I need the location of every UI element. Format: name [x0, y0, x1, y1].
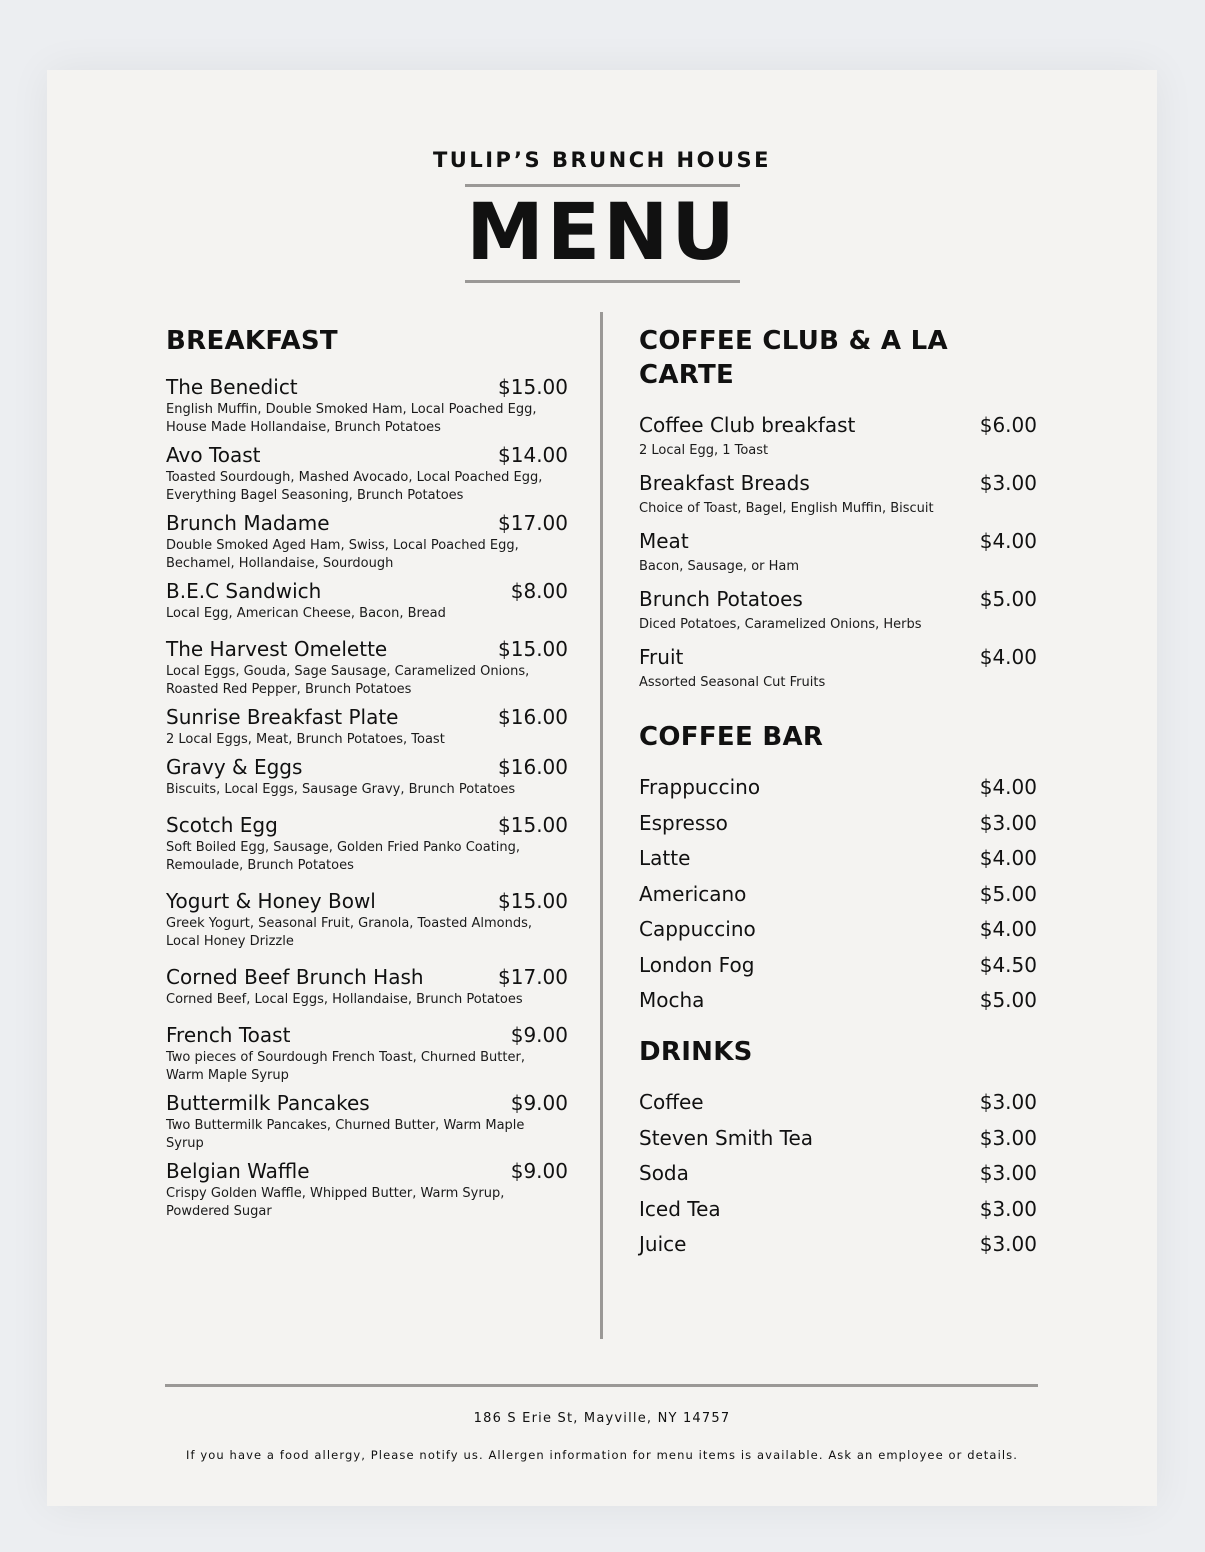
item-description: Biscuits, Local Eggs, Sausage Gravy, Brunch Potatoes	[166, 782, 516, 797]
menu-item	[639, 528, 1037, 576]
item-description: English Muffin, Double Smoked Ham, Local Poached Egg, House Made Hollandaise, Brunch Potatoes	[166, 402, 537, 435]
item-name: Coffee	[639, 1090, 704, 1114]
item-price: $4.00	[979, 645, 1037, 669]
menu-item	[166, 754, 568, 799]
item-price: $15.00	[498, 813, 568, 837]
menu-item	[166, 1022, 568, 1085]
list-item	[639, 881, 1037, 907]
item-price: $3.00	[979, 1090, 1037, 1114]
item-price: $4.00	[979, 846, 1037, 870]
item-price: $3.00	[979, 810, 1037, 835]
item-name: London Fog	[639, 952, 755, 977]
list-item	[639, 810, 1037, 836]
item-price: $3.00	[979, 1196, 1037, 1221]
item-price: $5.00	[979, 587, 1037, 611]
menu-item	[166, 704, 568, 749]
item-price: $3.00	[979, 1232, 1037, 1256]
item-name: Breakfast Breads	[639, 471, 810, 495]
item-description: Assorted Seasonal Cut Fruits	[639, 675, 826, 690]
item-price: $14.00	[498, 443, 568, 467]
item-price: $4.00	[979, 529, 1037, 553]
item-price: $17.00	[498, 965, 568, 989]
item-price: $6.00	[979, 413, 1037, 437]
coffee-bar-list	[639, 774, 1037, 1013]
right-column	[639, 324, 1037, 1267]
menu-item	[166, 1090, 568, 1153]
list-item	[639, 1125, 1037, 1151]
item-price: $9.00	[510, 1159, 568, 1183]
item-price: $3.00	[979, 471, 1037, 495]
menu-item	[166, 964, 568, 1009]
menu-item	[166, 578, 568, 623]
menu-item	[639, 644, 1037, 692]
drinks-list	[639, 1089, 1037, 1257]
item-price: $4.00	[979, 917, 1037, 941]
item-price: $9.00	[510, 1023, 568, 1047]
breakfast-column	[166, 324, 568, 1226]
menu-item	[166, 374, 568, 437]
item-price: $15.00	[498, 375, 568, 399]
breakfast-list	[166, 374, 568, 1221]
menu-item	[639, 470, 1037, 518]
list-item	[639, 1231, 1037, 1257]
item-description: Greek Yogurt, Seasonal Fruit, Granola, Toasted Almonds, Local Honey Drizzle	[166, 916, 532, 949]
item-price: $16.00	[498, 705, 568, 729]
list-item	[639, 1196, 1037, 1222]
item-description: Two pieces of Sourdough French Toast, Churned Butter, Warm Maple Syrup	[166, 1050, 525, 1083]
item-price: $5.00	[979, 881, 1037, 906]
list-item	[639, 774, 1037, 800]
menu-item	[166, 1158, 568, 1221]
item-name: Mocha	[639, 988, 705, 1012]
item-price: $3.00	[979, 1125, 1037, 1150]
item-name: Espresso	[639, 810, 728, 835]
item-price: $15.00	[498, 889, 568, 913]
menu-item	[166, 636, 568, 699]
item-description: Choice of Toast, Bagel, English Muffin, Biscuit	[639, 501, 934, 516]
item-price: $15.00	[498, 637, 568, 661]
list-item	[639, 1089, 1037, 1115]
menu-sheet	[47, 70, 1157, 1506]
breakfast-heading: BREAKFAST	[166, 326, 338, 356]
item-description: Toasted Sourdough, Mashed Avocado, Local Poached Egg, Everything Bagel Seasoning, Brunch Potatoes	[166, 470, 543, 503]
menu-item	[166, 888, 568, 951]
item-price: $17.00	[498, 511, 568, 535]
coffee-bar-heading: COFFEE BAR	[639, 722, 824, 752]
menu-item	[166, 442, 568, 505]
menu-item	[639, 412, 1037, 460]
item-price: $16.00	[498, 755, 568, 779]
list-item	[639, 987, 1037, 1013]
item-name: Sunrise Breakfast Plate	[166, 705, 399, 729]
item-name: Meat	[639, 529, 689, 553]
list-item	[639, 845, 1037, 871]
restaurant-name: TULIP’S BRUNCH HOUSE	[432, 148, 771, 172]
item-description: Crispy Golden Waffle, Whipped Butter, Warm Syrup, Powdered Sugar	[166, 1186, 505, 1219]
menu-title: MENU	[466, 188, 738, 278]
item-description: Corned Beef, Local Eggs, Hollandaise, Brunch Potatoes	[166, 992, 523, 1007]
footer-rule	[165, 1384, 1038, 1387]
item-price: $9.00	[510, 1091, 568, 1115]
item-name: Gravy & Eggs	[166, 755, 303, 779]
item-name: Frappuccino	[639, 775, 761, 799]
item-price: $5.00	[979, 988, 1037, 1012]
item-name: Yogurt & Honey Bowl	[166, 889, 376, 913]
item-name: Latte	[639, 846, 691, 870]
menu-item	[166, 510, 568, 573]
menu-item	[166, 812, 568, 875]
item-name: Scotch Egg	[166, 813, 278, 837]
item-name: Avo Toast	[166, 443, 261, 467]
item-description: Local Eggs, Gouda, Sage Sausage, Caramelized Onions, Roasted Red Pepper, Brunch Potatoes	[166, 664, 530, 697]
item-name: Brunch Potatoes	[639, 587, 803, 611]
item-name: French Toast	[166, 1023, 291, 1047]
column-divider	[600, 312, 603, 1339]
item-name: The Harvest Omelette	[166, 637, 388, 661]
item-name: Cappuccino	[639, 917, 756, 941]
list-item	[639, 1160, 1037, 1186]
allergy-notice: If you have a food allergy, Please notify us. Allergen information for menu items is available. Ask an employee or details.	[185, 1448, 1019, 1462]
item-name: Coffee Club breakfast	[639, 413, 856, 437]
address: 186 S Erie St, Mayville, NY 14757	[473, 1411, 731, 1426]
item-name: Soda	[639, 1161, 689, 1185]
item-description: Diced Potatoes, Caramelized Onions, Herbs	[639, 617, 922, 632]
item-description: 2 Local Egg, 1 Toast	[639, 443, 769, 458]
item-name: The Benedict	[166, 375, 298, 399]
title-rule-top	[465, 184, 740, 187]
item-description: Two Buttermilk Pancakes, Churned Butter, Warm Maple Syrup	[166, 1118, 525, 1151]
item-price: $4.50	[979, 952, 1037, 977]
item-price: $4.00	[979, 775, 1037, 799]
item-name: Corned Beef Brunch Hash	[166, 965, 424, 989]
title-rule-bottom	[465, 280, 740, 283]
item-name: B.E.C Sandwich	[166, 579, 322, 603]
coffee-club-heading: COFFEE CLUB & A LA CARTE	[639, 326, 948, 390]
item-name: Fruit	[639, 645, 684, 669]
item-description: Local Egg, American Cheese, Bacon, Bread	[166, 606, 446, 621]
item-name: Belgian Waffle	[166, 1159, 310, 1183]
item-description: Soft Boiled Egg, Sausage, Golden Fried Panko Coating, Remoulade, Brunch Potatoes	[166, 840, 521, 873]
menu-item	[639, 586, 1037, 634]
list-item	[639, 916, 1037, 942]
item-name: Brunch Madame	[166, 511, 330, 535]
drinks-heading: DRINKS	[639, 1037, 753, 1067]
item-description: Bacon, Sausage, or Ham	[639, 559, 800, 574]
item-name: Buttermilk Pancakes	[166, 1091, 370, 1115]
drinks-section	[639, 1035, 1037, 1257]
coffee-bar-section	[639, 720, 1037, 1013]
item-name: Juice	[639, 1232, 687, 1256]
item-price: $8.00	[510, 579, 568, 603]
item-name: Americano	[639, 881, 747, 906]
item-price: $3.00	[979, 1161, 1037, 1185]
item-name: Steven Smith Tea	[639, 1125, 814, 1150]
item-description: 2 Local Eggs, Meat, Brunch Potatoes, Toast	[166, 732, 445, 747]
coffee-club-list	[639, 412, 1037, 692]
item-name: Iced Tea	[639, 1196, 721, 1221]
item-description: Double Smoked Aged Ham, Swiss, Local Poached Egg, Bechamel, Hollandaise, Sourdough	[166, 538, 519, 571]
list-item	[639, 952, 1037, 978]
